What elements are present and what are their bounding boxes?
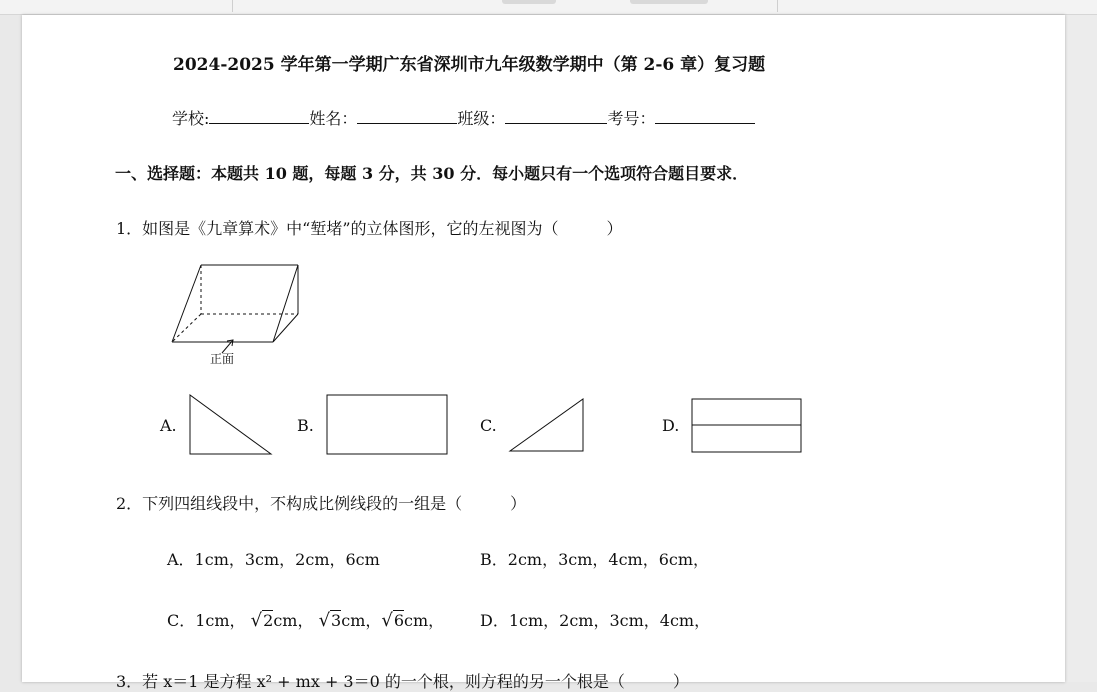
q2-option-c-unit-2: cm， xyxy=(341,611,382,630)
question-1-stem: 1．如图是《九章算术》中“堑堵”的立体图形，它的左视图为（ ） xyxy=(116,219,623,238)
q2-option-a[interactable]: A．1cm，3cm，2cm，6cm xyxy=(167,550,380,569)
q1-option-d-figure[interactable] xyxy=(690,397,804,455)
student-info-line xyxy=(172,106,755,129)
sqrt-6-radicand: 6 xyxy=(393,611,405,630)
section-heading: 一、选择题：本题共 10 题，每题 3 分，共 30 分．每小题只有一个选项符合题目要求． xyxy=(115,164,749,183)
front-face-caption: 正面 xyxy=(210,352,235,366)
toolbar-divider xyxy=(232,0,233,12)
q1-option-c-label[interactable]: C. xyxy=(480,416,497,435)
q1-option-b-figure[interactable] xyxy=(325,393,450,457)
sqrt-2-radicand: 2 xyxy=(263,611,274,630)
sqrt-6: √6 xyxy=(381,610,405,631)
name-blank xyxy=(357,107,457,124)
exam-no-blank xyxy=(655,107,755,124)
question-2-stem: 2．下列四组线段中，不构成比例线段的一组是（ ） xyxy=(116,494,527,513)
q1-option-a-label[interactable]: A. xyxy=(160,416,177,435)
q1-option-d-label[interactable]: D. xyxy=(662,416,680,435)
class-blank xyxy=(505,107,607,124)
q2-option-c-prefix: C．1cm， xyxy=(167,611,246,630)
q1-option-a-figure[interactable] xyxy=(188,393,274,457)
school-label: 学校: xyxy=(172,109,210,128)
question-3-stem: 3．若 x＝1 是方程 x² + mx + 3＝0 的一个根，则方程的另一个根是（ ） xyxy=(116,672,689,691)
exam-no-label: 考号： xyxy=(607,109,656,128)
q2-option-c[interactable] xyxy=(167,608,444,631)
q2-option-c-unit-3: cm， xyxy=(404,611,445,630)
q1-option-c-figure[interactable] xyxy=(508,397,588,455)
scrollbar-track[interactable] xyxy=(1065,15,1097,682)
q1-prism-figure xyxy=(170,262,305,370)
sqrt-3: √3 xyxy=(318,610,342,631)
toolbar-tab[interactable] xyxy=(630,0,708,4)
q2-option-c-unit-1: cm， xyxy=(273,611,314,630)
toolbar-tab[interactable] xyxy=(502,0,556,4)
q2-option-b[interactable]: B．2cm，3cm，4cm，6cm， xyxy=(480,550,710,569)
toolbar-divider xyxy=(777,0,778,12)
q1-option-b-label[interactable]: B. xyxy=(297,416,314,435)
class-label: 班级： xyxy=(457,109,506,128)
sqrt-3-radicand: 3 xyxy=(331,611,342,630)
school-blank xyxy=(209,107,309,124)
window-toolbar xyxy=(0,0,1097,15)
q2-option-d[interactable]: D．1cm，2cm，3cm，4cm， xyxy=(480,611,711,630)
document-title: 2024-2025 学年第一学期广东省深圳市九年级数学期中（第 2-6 章）复习题 xyxy=(173,55,766,75)
sqrt-2: √2 xyxy=(250,610,274,631)
name-label: 姓名： xyxy=(309,109,358,128)
